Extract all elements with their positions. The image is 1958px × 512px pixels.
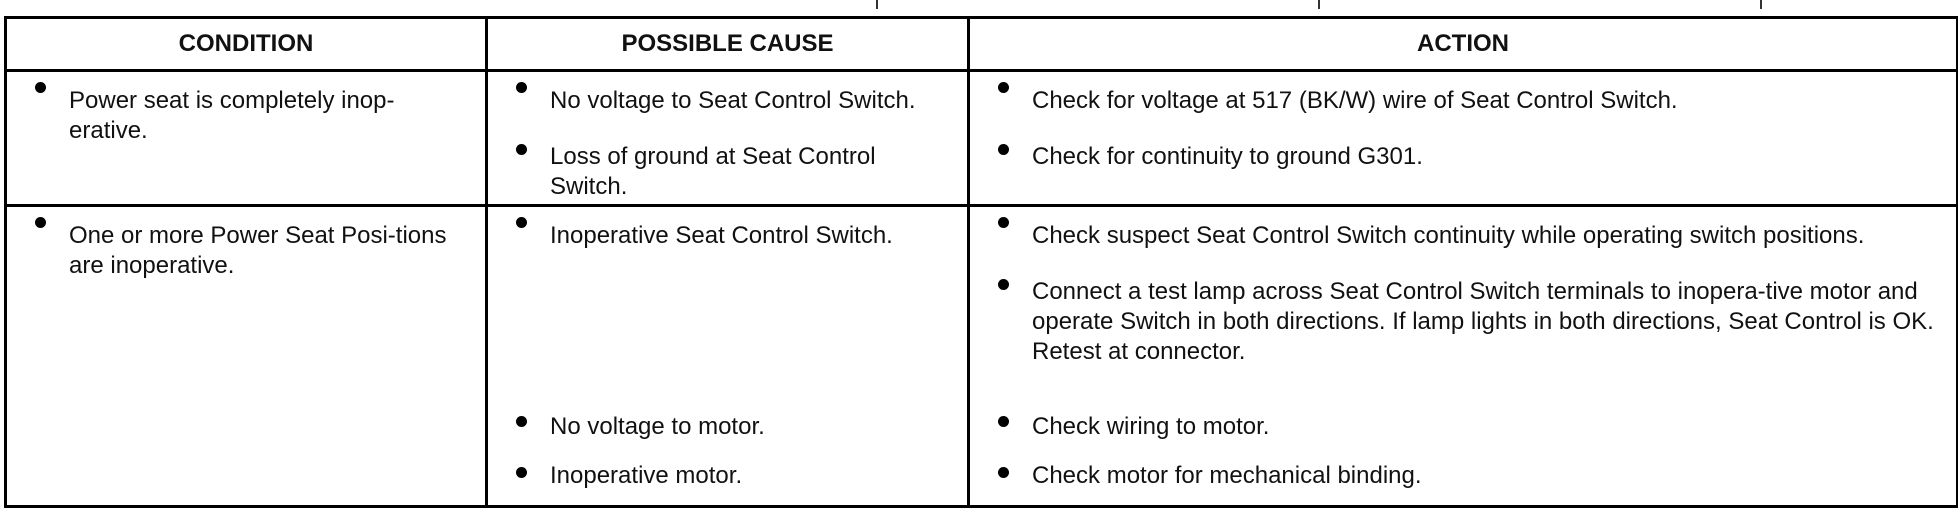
- action-text: Check for continuity to ground G301.: [970, 134, 1956, 172]
- cause-text: Inoperative motor.: [488, 457, 967, 491]
- cause-text: No voltage to motor.: [488, 406, 967, 442]
- scan-tick-mark: [1760, 0, 1762, 9]
- condition-text: One or more Power Seat Posi-tions are inoperative.: [7, 207, 485, 281]
- troubleshooting-table: [4, 16, 1958, 508]
- header-action: ACTION: [969, 18, 1958, 71]
- scan-tick-mark: [1318, 0, 1320, 9]
- condition-text: Power seat is completely inop-erative.: [7, 72, 485, 146]
- cause-text: Inoperative Seat Control Switch.: [488, 207, 967, 251]
- header-condition: CONDITION: [6, 18, 487, 71]
- action-text: Check suspect Seat Control Switch continuity while operating switch positions.: [970, 207, 1956, 251]
- table-row: [6, 71, 1958, 135]
- action-text: Connect a test lamp across Seat Control Switch terminals to inopera-tive motor and operate Switch in both directions. If lamp lights in both directions, Seat Control is OK. Retest at connector.: [970, 269, 1956, 367]
- scan-tick-mark: [876, 0, 878, 9]
- table-row: [6, 206, 1958, 270]
- cause-text: No voltage to Seat Control Switch.: [488, 72, 967, 116]
- action-text: Check wiring to motor.: [970, 406, 1956, 442]
- cause-text: Loss of ground at Seat Control Switch.: [488, 134, 967, 202]
- table-header-row: [6, 18, 1958, 71]
- header-possible-cause: POSSIBLE CAUSE: [487, 18, 969, 71]
- action-text: Check motor for mechanical binding.: [970, 457, 1956, 491]
- action-text: Check for voltage at 517 (BK/W) wire of Seat Control Switch.: [970, 72, 1956, 116]
